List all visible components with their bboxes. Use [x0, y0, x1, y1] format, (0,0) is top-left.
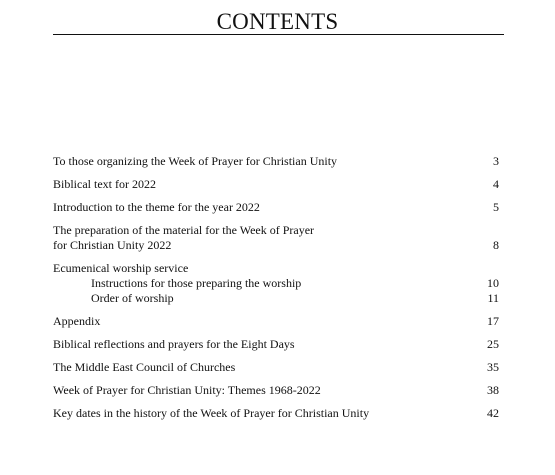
toc-subentry-instructions[interactable] [53, 276, 499, 291]
toc-entry-title: Week of Prayer for Christian Unity: Themes 1968-2022 [53, 383, 321, 397]
toc-entry-title: The Middle East Council of Churches [53, 360, 236, 374]
toc-entry-title: Appendix [53, 314, 101, 328]
page-heading: CONTENTS [216, 9, 339, 34]
toc-entry-page: 8 [493, 238, 499, 252]
toc-entry-title: Introduction to the theme for the year 2022 [53, 200, 260, 214]
toc-entry-title: Biblical reflections and prayers for the Eight Days [53, 337, 295, 351]
toc-subentry-title: Order of worship [91, 291, 174, 305]
toc-entry-title: Key dates in the history of the Week of Prayer for Christian Unity [53, 406, 370, 420]
toc-subentry-title: Instructions for those preparing the worship [91, 276, 302, 290]
toc-entry-title: To those organizing the Week of Prayer for Christian Unity [53, 154, 338, 168]
toc-entry-reflections[interactable] [53, 337, 499, 352]
toc-entry-key-dates[interactable] [53, 406, 499, 421]
toc-entry-page: 4 [493, 177, 499, 191]
toc-entry-themes[interactable] [53, 383, 499, 398]
heading-rule [53, 34, 504, 35]
toc-entry-title-line2: for Christian Unity 2022 [53, 238, 172, 252]
toc-subentry-page: 11 [487, 291, 499, 305]
toc-entry-appendix[interactable] [53, 314, 499, 329]
toc-entry-preparation[interactable] [53, 223, 499, 253]
toc-entry-page: 3 [493, 154, 499, 168]
toc-entry-page: 38 [487, 383, 499, 397]
toc-entry-page: 35 [487, 360, 499, 374]
toc-entry-organizers[interactable] [53, 154, 499, 169]
toc-entry-page: 42 [487, 406, 499, 420]
toc-subentry-page: 10 [487, 276, 499, 290]
toc-subentry-order[interactable] [53, 291, 499, 306]
toc-entry-introduction[interactable] [53, 200, 499, 215]
toc-entry-title: Biblical text for 2022 [53, 177, 156, 191]
toc-entry-title: Ecumenical worship service [53, 261, 189, 275]
toc-entry-page: 5 [493, 200, 499, 214]
toc-entry-title-line1: The preparation of the material for the Week of Prayer [53, 223, 315, 237]
toc-entry-biblical-text[interactable] [53, 177, 499, 192]
toc-entry-council[interactable] [53, 360, 499, 375]
toc-entry-page: 25 [487, 337, 499, 351]
toc-entry-worship-service[interactable] [53, 261, 499, 306]
toc-entry-page: 17 [487, 314, 499, 328]
